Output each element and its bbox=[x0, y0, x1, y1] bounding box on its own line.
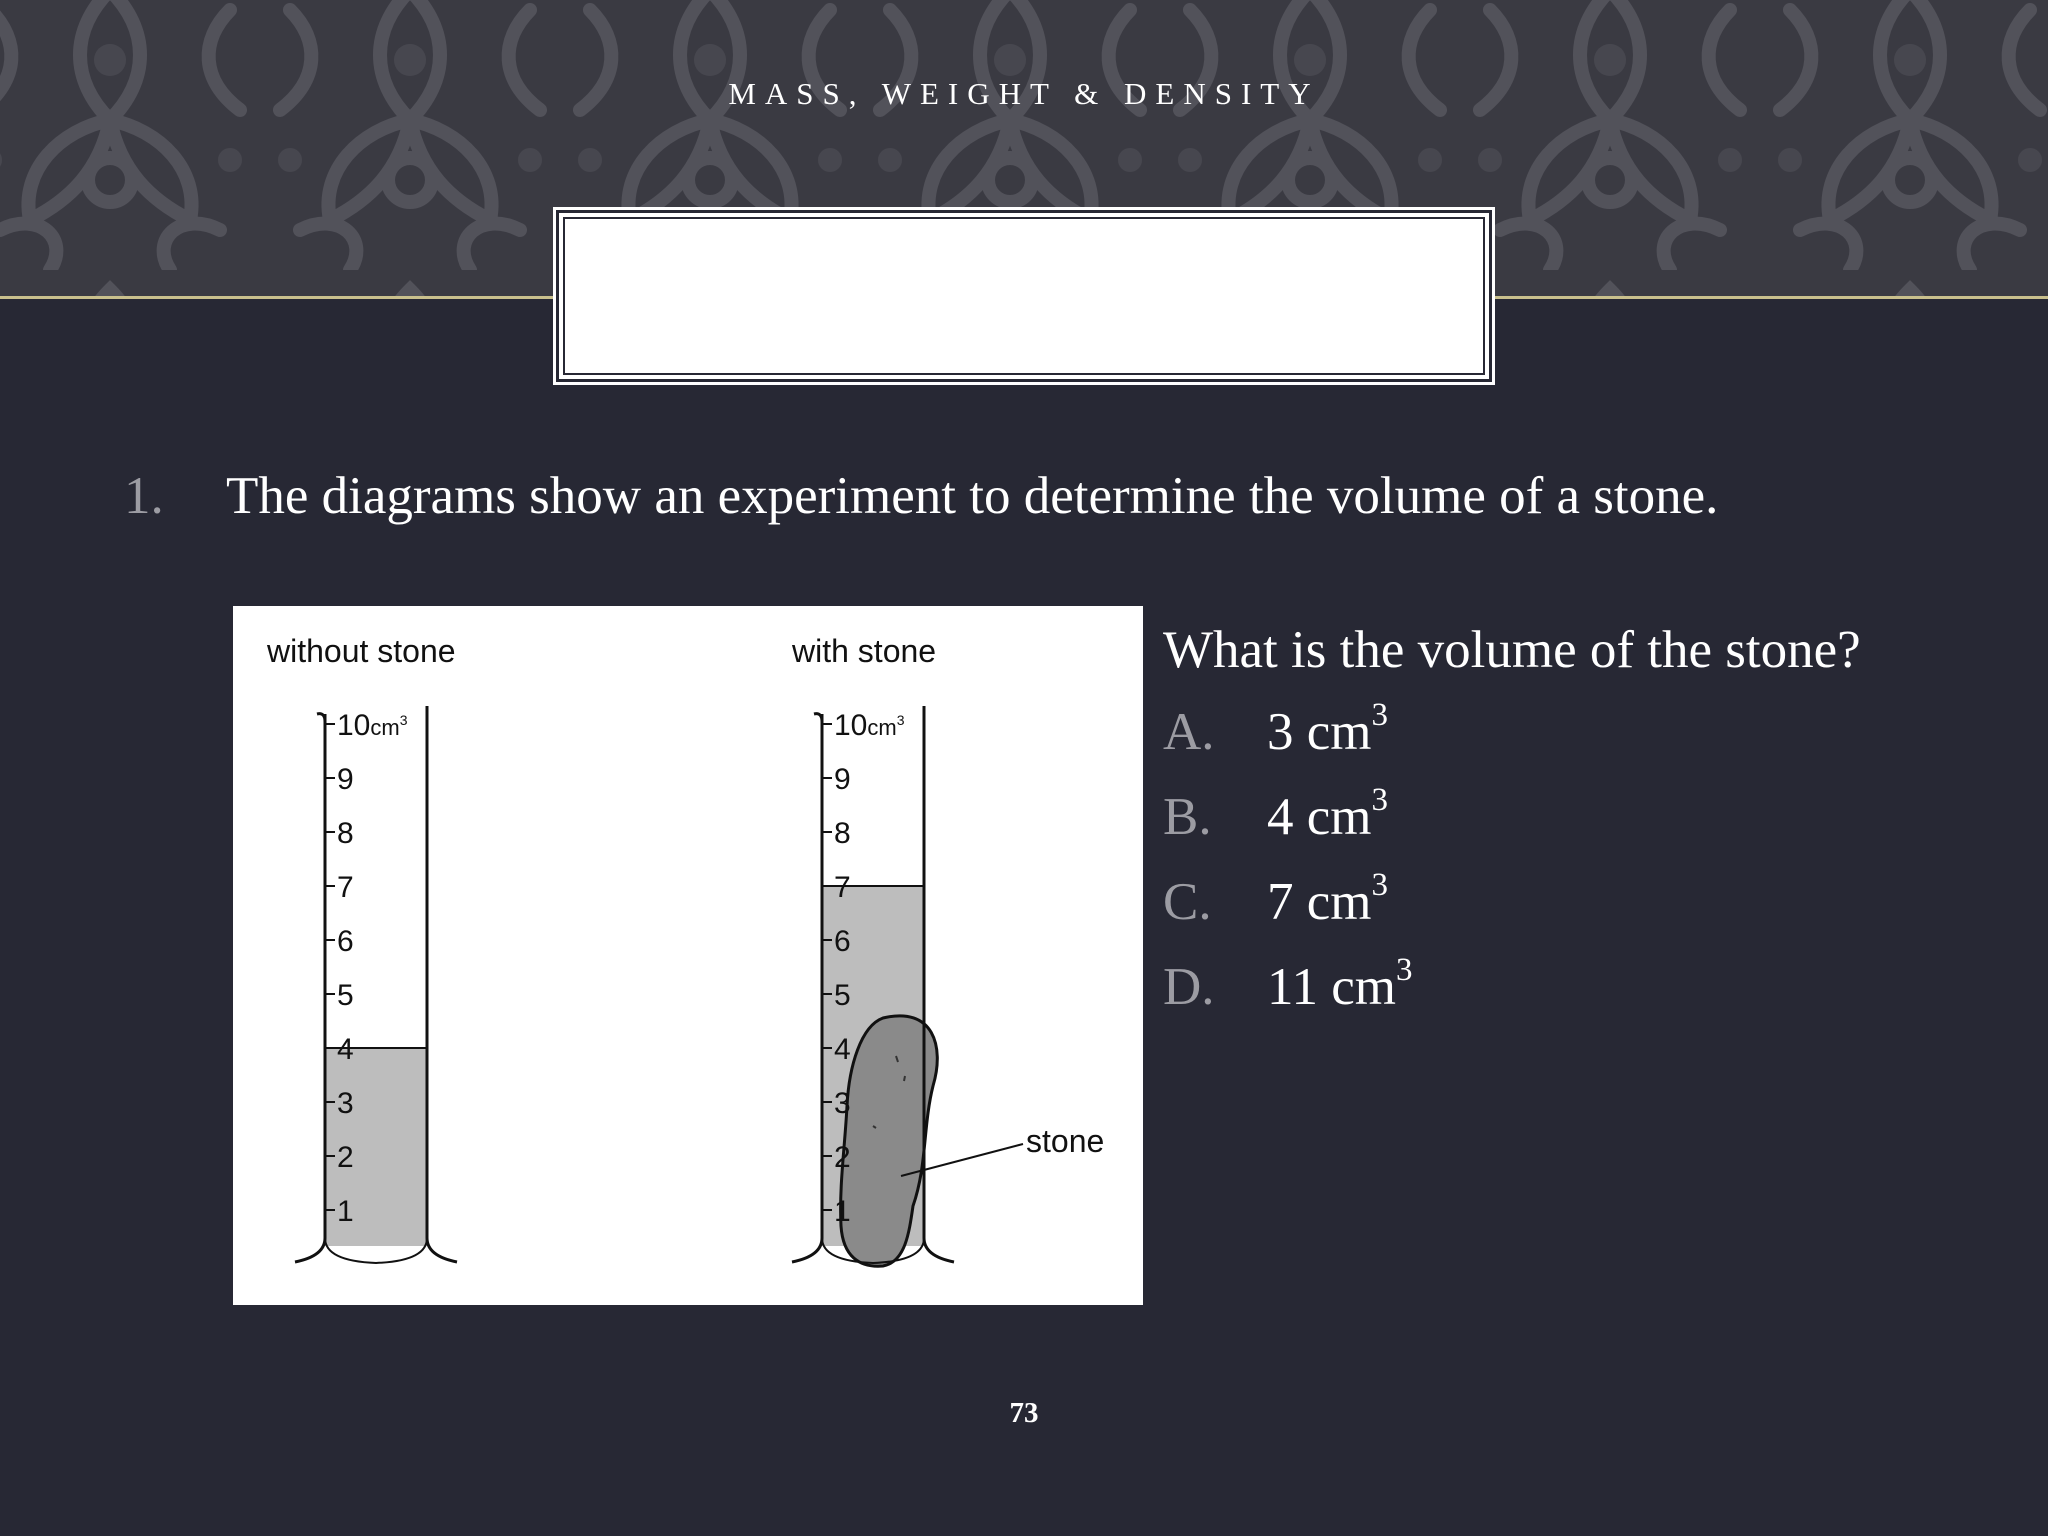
option-exponent: 3 bbox=[1396, 952, 1413, 988]
label-with-stone: with stone bbox=[792, 633, 937, 669]
title-box bbox=[556, 210, 1492, 382]
question-number: 1. bbox=[124, 467, 164, 525]
scale-left-label-9: 9 bbox=[337, 763, 354, 796]
option-letter: C. bbox=[1163, 873, 1212, 931]
scale-right-label-5: 5 bbox=[834, 979, 851, 1012]
page-number: 73 bbox=[1009, 1397, 1039, 1429]
title-box-inner bbox=[563, 217, 1485, 375]
option-a[interactable] bbox=[1163, 697, 1413, 787]
option-exponent: 3 bbox=[1371, 697, 1388, 733]
label-without-stone: without stone bbox=[267, 633, 456, 669]
cylinder-diagram bbox=[233, 606, 1143, 1305]
question bbox=[124, 466, 2024, 526]
scale-right-label-9: 9 bbox=[834, 763, 851, 796]
scale-right-label-8: 8 bbox=[834, 817, 851, 850]
stone-label: stone bbox=[1026, 1123, 1105, 1159]
scale-right-label-top: $10cm^3$ bbox=[834, 709, 905, 742]
section-title: MASS, WEIGHT & DENSITY bbox=[728, 76, 1320, 111]
option-value: 7 cm bbox=[1267, 873, 1372, 931]
option-c[interactable] bbox=[1163, 867, 1413, 957]
question-text: The diagrams show an experiment to determine the volume of a stone. bbox=[226, 467, 1719, 525]
scale-left-label-5: 5 bbox=[337, 979, 354, 1012]
scale-right-label-6: 6 bbox=[834, 925, 851, 958]
option-letter: D. bbox=[1163, 958, 1215, 1016]
scale-right-label-7: 7 bbox=[834, 871, 851, 904]
answer-prompt: What is the volume of the stone? bbox=[1163, 621, 1861, 679]
scale-left-label-6: 6 bbox=[337, 925, 354, 958]
scale-right-label-3: 3 bbox=[834, 1087, 851, 1120]
scale-right-label-1: 1 bbox=[834, 1195, 851, 1228]
cylinder-with-stone bbox=[792, 706, 1104, 1266]
option-value: 3 cm bbox=[1267, 703, 1372, 761]
cylinder-svg bbox=[233, 606, 1143, 1305]
option-value: 11 cm bbox=[1267, 958, 1397, 1016]
scale-left-label-7: 7 bbox=[337, 871, 354, 904]
option-letter: A. bbox=[1163, 703, 1215, 761]
scale-right-label-4: 4 bbox=[834, 1033, 851, 1066]
scale-left-label-3: 3 bbox=[337, 1087, 354, 1120]
scale-left-label-2: 2 bbox=[337, 1141, 354, 1174]
scale-left-label-1: 1 bbox=[337, 1195, 354, 1228]
scale-right-label-2: 2 bbox=[834, 1141, 851, 1174]
scale-left-label-top: $10cm^3$ bbox=[337, 709, 408, 742]
scale-left-label-8: 8 bbox=[337, 817, 354, 850]
answer-options bbox=[1163, 697, 1413, 1042]
cylinder-without-stone bbox=[295, 706, 457, 1263]
scale-left-label-4: 4 bbox=[337, 1033, 354, 1066]
option-d[interactable] bbox=[1163, 952, 1413, 1042]
option-value: 4 cm bbox=[1267, 788, 1372, 846]
option-b[interactable] bbox=[1163, 782, 1413, 872]
option-letter: B. bbox=[1163, 788, 1212, 846]
option-exponent: 3 bbox=[1371, 782, 1388, 818]
option-exponent: 3 bbox=[1371, 867, 1388, 903]
